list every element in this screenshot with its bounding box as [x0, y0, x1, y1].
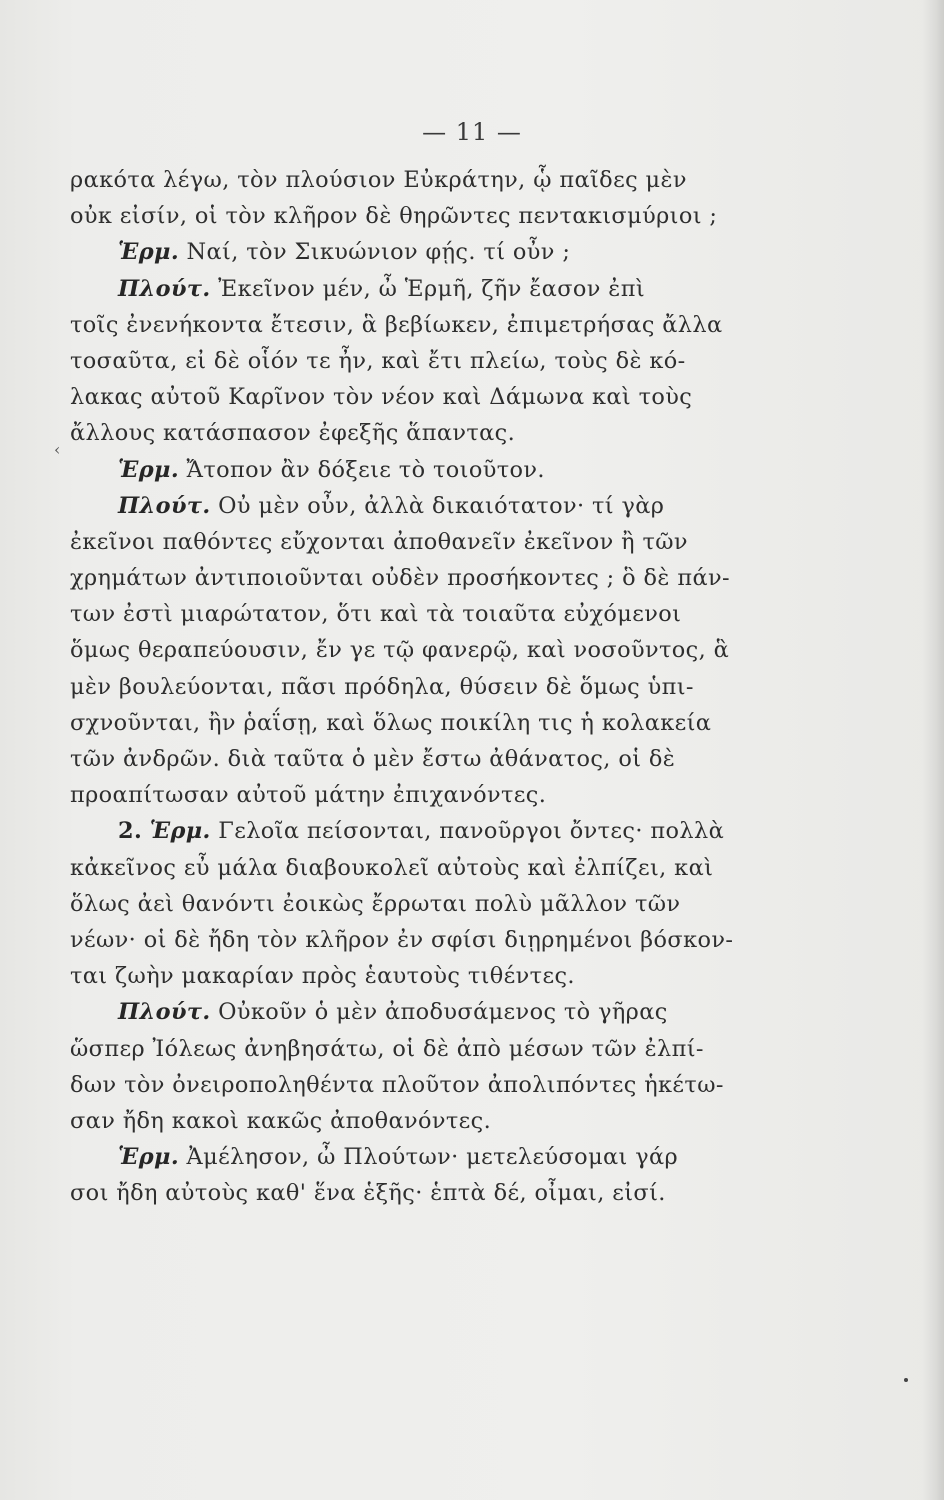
line-text: σοι ἤδη αὐτοὺς καθ' ἕνα ἑξῆς· ἑπτὰ δέ, οἶμαι, εἰσί.	[70, 1180, 666, 1207]
text-line	[70, 560, 770, 596]
line-text: ται ζωὴν μακαρίαν πρὸς ἑαυτοὺς τιθέντες.	[70, 963, 575, 990]
speaker-label: Ἑρμ.	[118, 456, 180, 483]
text-line	[70, 162, 770, 198]
line-text: τοσαῦτα, εἰ δὲ οἷόν τε ἦν, καὶ ἔτι πλείω, τοὺς δὲ κό-	[70, 347, 686, 374]
text-line	[70, 886, 770, 922]
text-line	[70, 994, 770, 1030]
line-text: ἐκεῖνοι παθόντες εὔχονται ἀποθανεῖν ἐκεῖνον ἢ τῶν	[70, 528, 688, 555]
page-number: — 11 —	[422, 118, 522, 146]
line-text: Ἐκεῖνον μέν, ὦ Ἑρμῆ, ζῆν ἔασον ἐπὶ	[210, 275, 645, 302]
ink-speck	[904, 1378, 908, 1382]
speaker-label: Ἑρμ.	[118, 239, 180, 266]
line-text: τῶν ἀνδρῶν. διὰ ταῦτα ὁ μὲν ἔστω ἀθάνατος, οἱ δὲ	[70, 746, 676, 772]
text-line	[70, 271, 770, 307]
text-line	[70, 307, 770, 343]
text-line	[70, 343, 770, 379]
line-text: Γελοῖα πείσονται, πανοῦργοι ὄντες· πολλὰ	[210, 818, 725, 845]
line-text: χρημάτων ἀντιποιοῦνται οὐδὲν προσήκοντες ; ὃ δὲ πάν-	[70, 565, 730, 592]
line-text: δων τὸν ὀνειροποληθέντα πλοῦτον ἀπολιπόντες ἡκέτω-	[70, 1071, 724, 1098]
text-line	[70, 596, 770, 632]
text-line	[70, 524, 770, 560]
text-line	[70, 777, 770, 813]
line-text: λακας αὐτοῦ Καρῖνον τὸν νέον καὶ Δάμωνα καὶ τοὺς	[70, 384, 693, 411]
text-line	[70, 813, 770, 849]
text-line	[70, 850, 770, 886]
text-line	[70, 669, 770, 705]
text-line	[70, 922, 770, 958]
line-text: ὅλως ἀεὶ θανόντι ἐοικὼς ἔρρωται πολὺ μᾶλλον τῶν	[70, 890, 681, 917]
text-line	[70, 234, 770, 270]
margin-mark: ‹	[54, 440, 61, 459]
text-line	[70, 632, 770, 668]
line-text: ὥσπερ Ἰόλεως ἀνηβησάτω, οἱ δὲ ἀπὸ μέσων τῶν ἐλπί-	[70, 1035, 704, 1062]
line-text: ὅμως θεραπεύουσιν, ἔν γε τῷ φανερῷ, καὶ νοσοῦντος, ἃ	[70, 637, 730, 664]
line-text: ἄλλους κατάσπασον ἐφεξῆς ἅπαντας.	[70, 420, 516, 447]
speaker-label: Πλούτ.	[118, 999, 211, 1026]
line-text: Ἄτοπον ἂν δόξειε τὸ τοιοῦτον.	[179, 456, 545, 483]
line-text: προαπίτωσαν αὐτοῦ μάτην ἐπιχανόντες.	[70, 782, 547, 809]
line-text: νέων· οἱ δὲ ἤδη τὸν κλῆρον ἐν σφίσι διῃρημένοι βόσκον-	[70, 926, 734, 953]
text-line	[70, 1175, 770, 1211]
line-text: ρακότα λέγω, τὸν πλούσιον Εὐκράτην, ᾧ παῖδες μὲν	[70, 167, 687, 193]
line-text: Οὐ μὲν οὖν, ἀλλὰ δικαιότατον· τί γὰρ	[210, 492, 665, 519]
text-line	[70, 1103, 770, 1139]
line-text: κἀκεῖνος εὖ μάλα διαβουκολεῖ αὐτοὺς καὶ ἐλπίζει, καὶ	[70, 854, 714, 881]
text-line	[70, 1031, 770, 1067]
section-number: 2.	[118, 818, 143, 845]
text-line	[70, 958, 770, 994]
text-line	[70, 198, 770, 234]
speaker-label: Πλούτ.	[118, 492, 211, 519]
line-text: τοῖς ἐνενήκοντα ἔτεσιν, ἃ βεβίωκεν, ἐπιμετρήσας ἄλλα	[70, 311, 723, 338]
text-line	[70, 705, 770, 741]
text-line	[70, 452, 770, 488]
line-text: μὲν βουλεύονται, πᾶσι πρόδηλα, θύσειν δὲ ὅμως ὑπι-	[70, 673, 694, 700]
text-line	[70, 415, 770, 451]
speaker-label: Ἑρμ.	[149, 818, 211, 845]
line-text: των ἐστὶ μιαρώτατον, ὅτι καὶ τὰ τοιαῦτα εὐχόμενοι	[70, 601, 682, 628]
body-text	[70, 162, 770, 1211]
line-text: σχνοῦνται, ἢν ῥαΐσῃ, καὶ ὅλως ποικίλη τις ἡ κολακεία	[70, 709, 712, 736]
line-text: σαν ἤδη κακοὶ κακῶς ἀποθανόντες.	[70, 1107, 492, 1134]
text-line	[70, 379, 770, 415]
text-line	[70, 1067, 770, 1103]
text-line	[70, 741, 770, 777]
line-text: Ναί, τὸν Σικυώνιον φῄς. τί οὖν ;	[179, 239, 571, 266]
text-line	[70, 488, 770, 524]
line-text: οὐκ εἰσίν, οἱ τὸν κλῆρον δὲ θηρῶντες πεντακισμύριοι ;	[70, 203, 718, 230]
speaker-label: Ἑρμ.	[118, 1144, 180, 1171]
line-text: Οὐκοῦν ὁ μὲν ἀποδυσάμενος τὸ γῆρας	[210, 999, 668, 1026]
spine-shadow	[922, 0, 944, 1500]
speaker-label: Πλούτ.	[118, 275, 211, 302]
text-line	[70, 1139, 770, 1175]
line-text: Ἀμέλησον, ὦ Πλούτων· μετελεύσομαι γάρ	[179, 1144, 679, 1171]
